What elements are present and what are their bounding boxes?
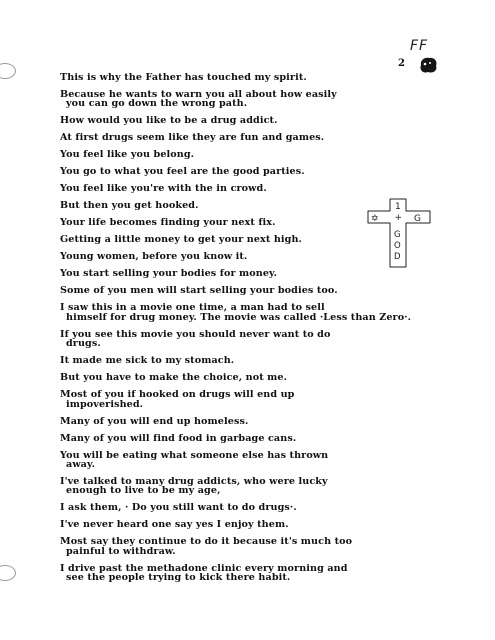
text-line: At first drugs seem like they are fun and games.	[60, 132, 325, 144]
cross-word-god: G O D	[394, 230, 401, 262]
text-line: I've never heard one say yes I enjoy them.	[60, 519, 289, 531]
text-line-continuation: enough to live to be my age,	[66, 485, 221, 497]
text-line-continuation: impoverished.	[66, 398, 144, 410]
text-line: Most say they continue to do it because it's much too painful to withdraw.	[60, 537, 405, 556]
cross-center-mark: +	[394, 213, 403, 223]
text-line: How would you like to be a drug addict.	[60, 115, 278, 127]
text-line: I ask them, · Do you still want to do drugs·.	[60, 502, 297, 514]
binder-hole-top	[0, 63, 16, 79]
text-line-continuation: away.	[66, 459, 96, 471]
text-line: Most of you if hooked on drugs will end up impoverished.	[60, 390, 405, 409]
text-line: Many of you will end up homeless.	[60, 415, 249, 427]
text-line: You feel like you're with the in crowd.	[60, 183, 267, 195]
page-number: 2	[398, 58, 405, 69]
text-line: Young women, before you know it.	[60, 251, 248, 263]
text-line-continuation: you can go down the wrong path.	[66, 98, 248, 110]
text-line-continuation: see the people trying to kick there habit.	[66, 572, 291, 584]
text-line: You feel like you belong.	[60, 149, 195, 161]
text-line: Some of you men will start selling your bodies too.	[60, 285, 338, 297]
ink-blot-stamp	[417, 55, 439, 75]
text-line: This is why the Father has touched my spirit.	[60, 72, 307, 83]
binder-hole-bottom	[0, 565, 16, 581]
text-line: You will be eating what someone else has thrown away.	[60, 451, 405, 470]
text-line-continuation: painful to withdraw.	[66, 545, 176, 557]
text-line: You start selling your bodies for money.	[60, 268, 278, 280]
hand-drawn-cross	[366, 197, 432, 269]
text-line: But you have to make the choice, not me.	[60, 372, 288, 384]
text-line: Your life becomes finding your next fix.	[60, 217, 276, 229]
text-line: It made me sick to my stomach.	[60, 355, 235, 367]
text-line: Because he wants to warn you all about how easily you can go down the wrong path.	[60, 90, 405, 109]
text-line: Many of you will find food in garbage cans.	[60, 432, 297, 444]
text-line: I've talked to many drug addicts, who were lucky enough to live to be my age,	[60, 477, 405, 496]
star-of-david-icon: ✡	[371, 214, 379, 224]
text-line-continuation: drugs.	[66, 338, 101, 350]
text-line: I saw this in a movie one time, a man had to sell himself for drug money. The movie was called ·Less than Zero·.	[60, 302, 412, 323]
text-line: You go to what you feel are the good parties.	[60, 166, 305, 178]
text-line: If you see this movie you should never want to do drugs.	[60, 330, 405, 349]
text-line: I drive past the methadone clinic every morning and see the people trying to kick there habit.	[60, 564, 405, 583]
text-line: Getting a little money to get your next high.	[60, 234, 302, 246]
cross-right-letter: G	[414, 214, 421, 224]
text-line-continuation: himself for drug money. The movie was called ·Less than Zero·.	[66, 311, 412, 323]
text-line: But then you get hooked.	[60, 200, 199, 212]
cross-top-letter: 1	[395, 202, 401, 212]
handwritten-initials: FF	[410, 38, 429, 54]
document-body	[60, 72, 412, 584]
